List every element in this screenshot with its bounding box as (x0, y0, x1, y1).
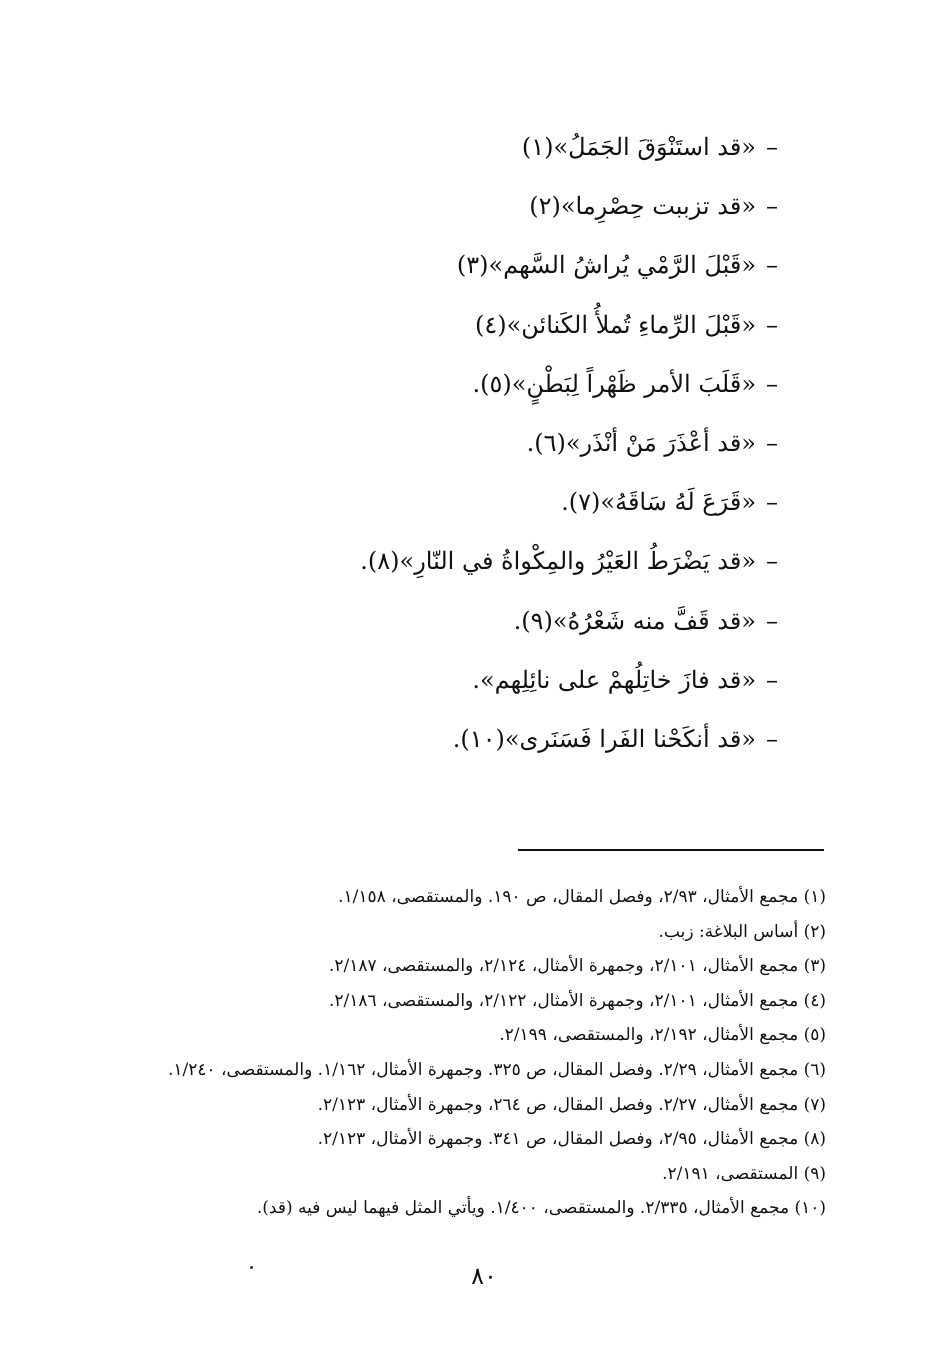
proverb-text: «قد فازَ خاتِلُهمْ على نائِلِهم». (472, 665, 756, 694)
page-number: ٨٠ (471, 1262, 497, 1290)
list-dash: – (766, 251, 778, 280)
proverb-text: «قد أعْذَرَ مَنْ أنْذَر»(٦). (526, 428, 756, 457)
proverb-item (258, 710, 778, 769)
list-dash: – (766, 724, 778, 753)
footnote-item: (٢) أساس البلاغة: زبب. (658, 921, 826, 942)
list-dash: – (766, 369, 778, 398)
proverb-text: «قَبْلَ الرِّماءِ تُملأُ الكَنائن»(٤) (474, 310, 756, 339)
proverb-item (258, 236, 778, 295)
footnote-item: (٧) مجمع الأمثال، ٢/٢٧. وفصل المقال، ص ٢٦٤، وجمهرة الأمثال، ٢/١٢٣. (317, 1094, 826, 1115)
proverb-item (258, 473, 778, 532)
proverb-item (258, 414, 778, 473)
footnote-item: (٤) مجمع الأمثال، ٢/١٠١، وجمهرة الأمثال، ٢/١٢٢، والمستقصى، ٢/١٨٦. (328, 990, 826, 1011)
proverb-text: «قد أنكَحْنا الفَرا فَسَنَرى»(١٠). (452, 724, 756, 753)
footnote-item: (١٠) مجمع الأمثال، ٢/٣٣٥. والمستقصى، ١/٤٠٠. ويأتي المثل فيهما ليس فيه (قد). (256, 1198, 826, 1219)
footnote-item: (٥) مجمع الأمثال، ٢/١٩٢، والمستقصى، ٢/١٩٩. (499, 1025, 826, 1046)
proverb-text: «قَلَبَ الأمر ظَهْراً لِبَطْنٍ»(٥). (472, 369, 756, 398)
proverb-item (258, 592, 778, 651)
proverb-item (258, 651, 778, 710)
list-dash: – (766, 488, 778, 517)
footnote-item: (٩) المستقصى، ٢/١٩١. (662, 1163, 826, 1184)
proverb-text: «قد استَنْوَقَ الجَمَلُ»(١) (521, 133, 756, 161)
proverb-text: «قد قَفَّ منه شَعْرُهُ»(٩). (513, 606, 756, 635)
footnote-item: (٦) مجمع الأمثال، ٢/٢٩. وفصل المقال، ص ٣٢٥. وجمهرة الأمثال، ١/١٦٢. والمستقصى، ١/٢٤٠. (167, 1059, 826, 1080)
proverb-item (258, 177, 778, 236)
proverb-text: «قد يَضْرَطُ العَيْرُ والمِكْواةُ في النّارِ»(٨). (360, 547, 756, 576)
footnote-item: (١) مجمع الأمثال، ٢/٩٣، وفصل المقال، ص ١٩٠. والمستقصى، ١/١٥٨. (338, 887, 826, 907)
footnote-item: (٨) مجمع الأمثال، ٢/٩٥، وفصل المقال، ص ٣٤١. وجمهرة الأمثال، ٢/١٢٣. (317, 1129, 826, 1150)
proverb-text: «قَبْلَ الرَّمْي يُراشُ السَّهم»(٣) (456, 251, 756, 280)
proverb-text: «قد تزببت حِصْرِما»(٢) (529, 192, 756, 221)
list-dash: – (766, 428, 778, 457)
footnote-list (86, 880, 826, 1226)
list-dash: – (766, 310, 778, 339)
proverb-item (258, 296, 778, 355)
proverb-list (258, 118, 778, 769)
list-dash: – (766, 606, 778, 635)
list-dash: – (766, 133, 778, 161)
proverb-item (258, 532, 778, 591)
list-dash: – (766, 547, 778, 576)
proverb-item (258, 118, 778, 177)
footnote-separator (518, 849, 824, 851)
proverb-item (258, 355, 778, 414)
list-dash: – (766, 665, 778, 694)
footnote-item: (٣) مجمع الأمثال، ٢/١٠١، وجمهرة الأمثال، ٢/١٢٤، والمستقصى، ٢/١٨٧. (328, 956, 826, 977)
proverb-text: «قَرَعَ لَهُ سَاقَهُ»(٧). (561, 488, 756, 517)
list-dash: – (766, 192, 778, 221)
